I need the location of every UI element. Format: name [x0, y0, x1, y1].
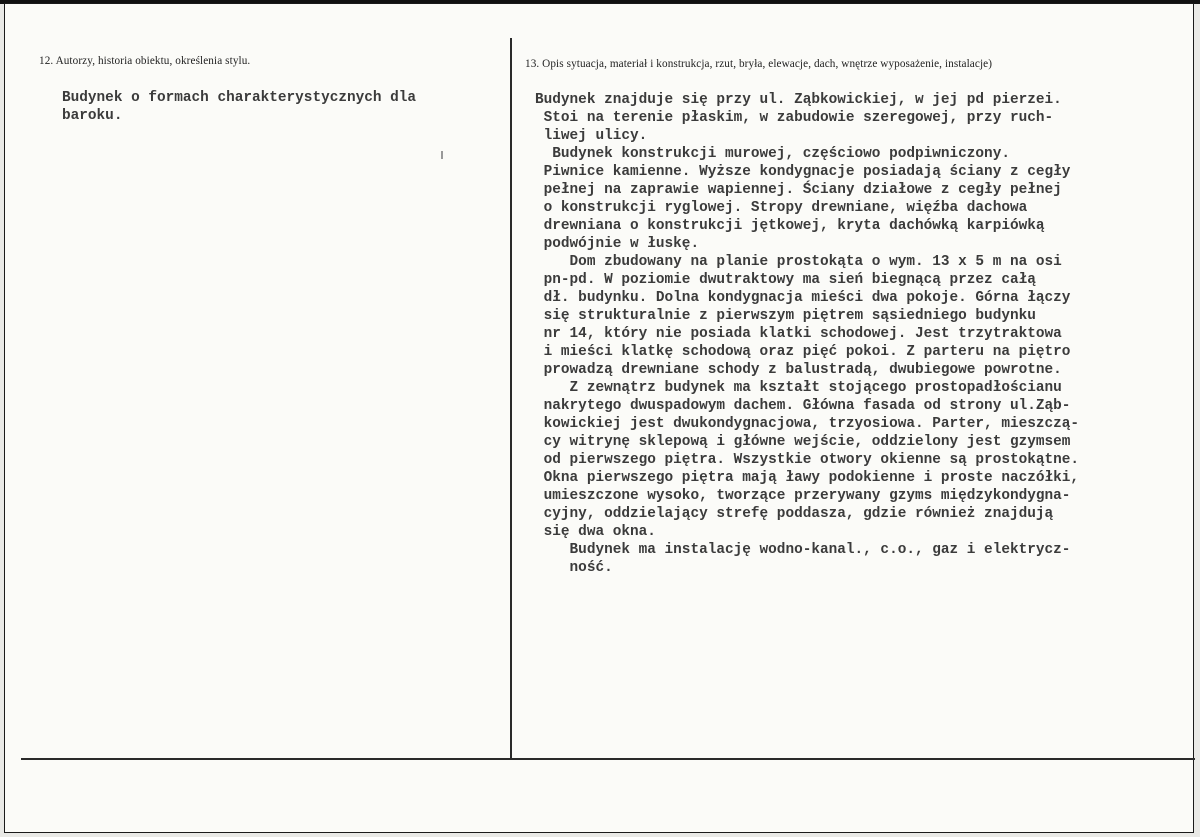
section-13-typed-text: Budynek znajduje się przy ul. Ząbkowickiej, w jej pd pierzei. Stoi na terenie płaskim, w zabudowie szeregowej, przy ruch- liwej ulicy. Budynek konstrukcji murowej, częściowo podpiwniczony. Piwnice kamienne. Wyższe kondygnacje posiadają ściany z cegły pełnej na zaprawie wapiennej. Ściany działowe z cegły pełnej o konstrukcji ryglowej. Stropy drewniane, więźba dachowa drewniana o konstrukcji jętkowej, kryta dachówką karpiówką podwójnie w łuskę. Dom zbudowany na planie prostokąta o wym. 13 x 5 m na osi pn-pd. W poziomie dwutraktowy ma sień biegnącą przez całą dł. budynku. Dolna kondygnacja mieści dwa pokoje. Górna łączy się strukturalnie z pierwszym piętrem sąsiedniego budynku nr 14, który nie posiada klatki schodowej. Jest trzytraktowa i mieści klatkę schodową oraz pięć pokoi. Z parteru na piętro prowadzą drewniane schody z balustradą, dwubiegowe powrotne. Z zewnątrz budynek ma kształt stojącego prostopadłościanu nakrytego dwuspadowym dachem. Główna fasada od strony ul.Ząb- kowickiej jest dwukondygnacjowa, trzyosiowa. Parter, mieszczą- cy witrynę sklepową i główne wejście, oddzielony jest gzymsem od pierwszego piętra. Wszystkie otwory okienne są prostokątne. Okna pierwszego piętra mają ławy podokienne i proste naczółki, umieszczone wysoko, tworzące przerywany gzyms międzykondygna- cyjny, oddzielający strefę poddasza, gdzie również znajdują się dwa okna. Budynek ma instalację wodno-kanal., c.o., gaz i elektrycz- ność.	[535, 92, 1080, 576]
section-13-heading: 13. Opis sytuacja, materiał i konstrukcja, rzut, bryła, elewacje, dach, wnętrze wyposażenie, instalacje)	[525, 58, 993, 70]
column-divider	[510, 38, 512, 758]
section-12-typed-text: Budynek o formach charakterystycznych dla baroku.	[62, 90, 417, 124]
section-12-heading: 12. Autorzy, historia obiektu, określenia stylu.	[39, 55, 251, 67]
bottom-rule	[21, 758, 1195, 760]
paper-speck	[441, 151, 443, 159]
